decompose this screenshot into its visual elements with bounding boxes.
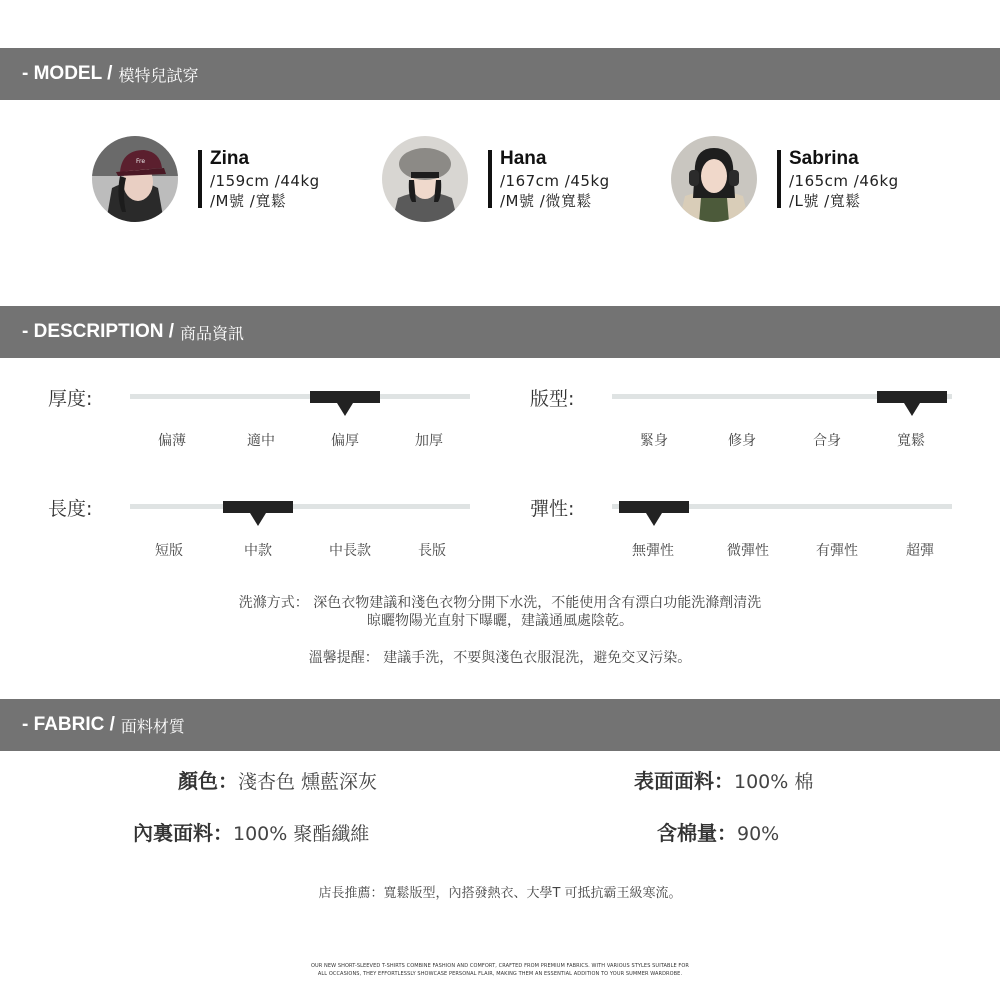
scale-option: 緊身 (640, 433, 668, 449)
scale-option: 偏厚 (331, 433, 359, 449)
fabric-cotton (657, 817, 779, 846)
down-triangle-icon (904, 403, 920, 416)
scale-option: 長版 (418, 543, 446, 559)
wash-instructions-line2: 晾曬物陽光直射下曝曬，建議通風處陰乾。 (367, 613, 633, 629)
scale-option: 有彈性 (816, 543, 858, 559)
scale-option: 適中 (247, 433, 275, 449)
section-title-zh: 面料材質 (120, 716, 185, 736)
fabric-surface-key: 表面面料： (634, 769, 734, 793)
scale-elasticity (530, 494, 970, 564)
care-reminder: 溫馨提醒： 建議手洗，不要與淺色衣服混洗，避免交叉污染。 (308, 650, 692, 666)
selected-marker (619, 501, 689, 513)
model-fit: /M號 /微寬鬆 (500, 192, 592, 210)
model-name: Hana (500, 148, 547, 169)
selected-marker (877, 391, 947, 403)
avatar (92, 136, 178, 222)
fabric-lining-key: 內裏面料： (133, 821, 233, 845)
fabric-color-value: 淺杏色 燻藍深灰 (238, 771, 378, 793)
model-name: Zina (210, 148, 250, 169)
scale-track (130, 504, 470, 509)
scale-option: 寬鬆 (897, 433, 925, 449)
model-measure: /159cm /44kg (210, 172, 320, 190)
divider-bar (777, 150, 781, 208)
store-recommendation: 店長推薦：寬鬆版型，內搭發熱衣、大學T 可抵抗霸王級寒流。 (318, 886, 682, 901)
scale-track (130, 394, 470, 399)
scale-thickness (48, 384, 488, 454)
section-title-en: - MODEL / (22, 63, 113, 84)
footer-line2: ALL OCCASIONS, THEY EFFORTLESSLY SHOWCASE PERSONAL FLAIR, MAKING THEM AN ESSENTIAL ADDITION TO YOUR SUMMER WARDROBE. (317, 971, 683, 977)
section-title-zh: 模特兒試穿 (118, 65, 199, 85)
selected-marker (310, 391, 380, 403)
avatar (382, 136, 468, 222)
model-measure: /165cm /46kg (789, 172, 899, 190)
footer-line1: OUR NEW SHORT-SLEEVED T-SHIRTS COMBINE FASHION AND COMFORT, CRAFTED FROM PREMIUM FABRICS. WITH VARIOUS STYLES SUITABLE FOR (311, 963, 689, 969)
model-fit: /M號 /寬鬆 (210, 192, 287, 210)
scale-option: 超彈 (906, 543, 934, 559)
svg-text:Fre: Fre (136, 158, 146, 165)
avatar (671, 136, 757, 222)
model-measure: /167cm /45kg (500, 172, 610, 190)
fabric-cotton-value: 90% (737, 823, 780, 845)
scale-option: 微彈性 (727, 543, 769, 559)
scale-option: 修身 (728, 433, 756, 449)
scale-label: 彈性: (530, 498, 575, 520)
model-section-header (0, 48, 1000, 100)
model-fit: /L號 /寬鬆 (789, 192, 861, 210)
fabric-cotton-key: 含棉量： (657, 821, 737, 845)
down-triangle-icon (250, 513, 266, 526)
description-section-header (0, 306, 1000, 358)
scale-option: 偏薄 (158, 433, 186, 449)
fabric-lining-value: 100% 聚酯纖維 (233, 823, 370, 845)
down-triangle-icon (646, 513, 662, 526)
fabric-color-key: 顏色： (178, 769, 238, 793)
scale-option: 短版 (155, 543, 183, 559)
scale-option: 中款 (244, 543, 272, 559)
fabric-lining (133, 817, 369, 846)
scale-option: 加厚 (415, 433, 443, 449)
selected-marker (223, 501, 293, 513)
down-triangle-icon (337, 403, 353, 416)
model-card-hana (382, 136, 662, 226)
scale-option: 無彈性 (632, 543, 674, 559)
section-title-en: - DESCRIPTION / (22, 321, 175, 342)
scale-label: 長度: (48, 498, 93, 520)
fabric-color (178, 765, 377, 794)
wash-instructions-line1: 洗滌方式： 深色衣物建議和淺色衣物分開下水洗，不能使用含有漂白功能洗滌劑清洗 (238, 595, 762, 611)
divider-bar (198, 150, 202, 208)
scale-length (48, 494, 488, 564)
model-card-zina (92, 136, 372, 226)
section-title-zh: 商品資訊 (180, 323, 245, 343)
model-name: Sabrina (789, 148, 859, 169)
fabric-surface (634, 765, 813, 794)
section-title-en: - FABRIC / (22, 714, 115, 735)
divider-bar (488, 150, 492, 208)
scale-fit (530, 384, 970, 454)
model-card-sabrina (671, 136, 951, 226)
fabric-surface-value: 100% 棉 (734, 771, 814, 793)
scale-label: 厚度: (48, 388, 93, 410)
scale-option: 中長款 (329, 543, 371, 559)
scale-option: 合身 (813, 433, 841, 449)
fabric-section-header (0, 699, 1000, 751)
scale-label: 版型: (530, 388, 575, 410)
